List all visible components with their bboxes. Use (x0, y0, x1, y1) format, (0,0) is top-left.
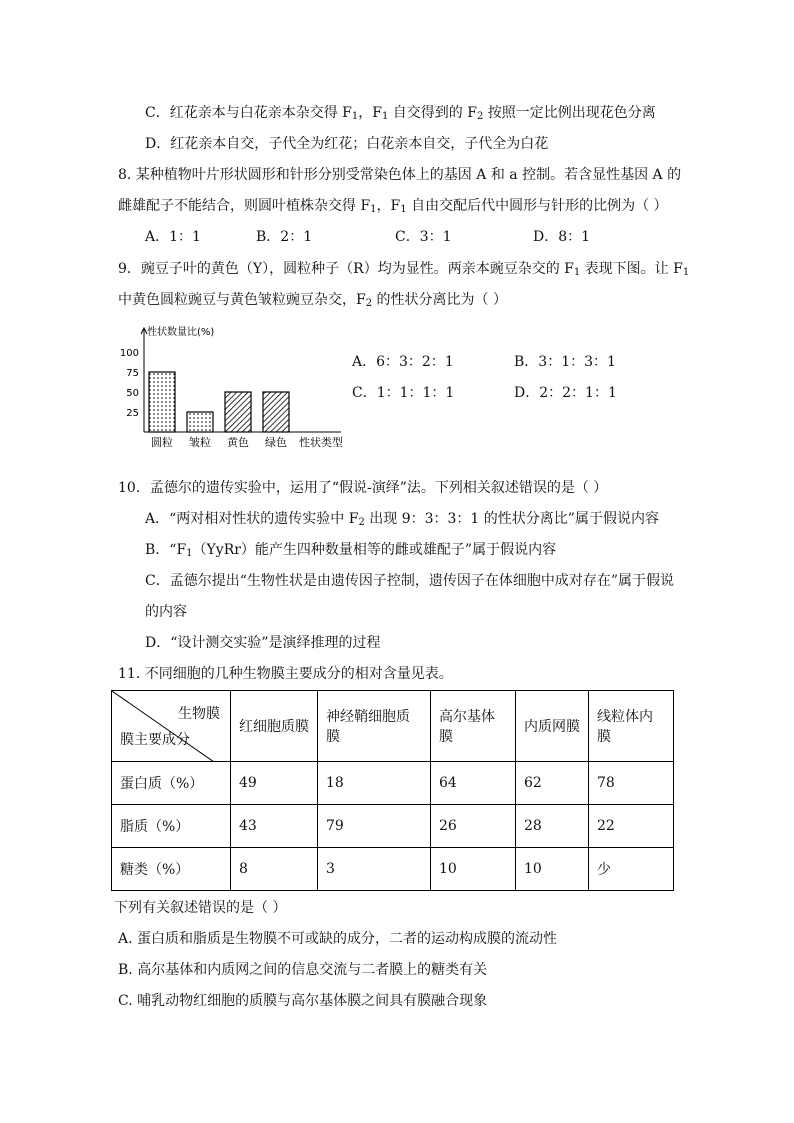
y-tick-label: 50 (126, 388, 139, 399)
q7-option-c: C．红花亲本与白花亲本杂交得 $F_1$，$F_1$ 自交得到的 $F_2$ 按照一定比例出现花色分离 (145, 105, 656, 122)
trait-ratio-bar-chart (116, 320, 346, 456)
table-cell: 22 (589, 805, 674, 848)
bar-3 (225, 392, 251, 432)
table-cell: 62 (516, 762, 589, 805)
x-tick-label: 黄色 (227, 436, 249, 449)
x-tick-label: 绿色 (265, 436, 287, 449)
q10-option-c-line1: C．孟德尔提出“生物性状是由遗传因子控制，遗传因子在体细胞中成对存在”属于假说 (145, 573, 675, 589)
q8-option-d: D．8：1 (533, 229, 591, 245)
row-label: 糖类（%） (112, 848, 231, 891)
table-row (112, 848, 674, 891)
q11-stem: 11. 不同细胞的几种生物膜主要成分的相对含量见表。 (118, 666, 453, 682)
q10-stem: 10．孟德尔的遗传实验中，运用了“假说-演绎”法。下列相关叙述错误的是（ ） (118, 480, 608, 496)
table-cell: 18 (318, 762, 431, 805)
q10-option-b: B．“$F_1(YyRr)$能产生四种数量相等的雌或雄配子”属于假说内容 (145, 542, 557, 559)
table-row (112, 805, 674, 848)
table-cell: 3 (318, 848, 431, 891)
table-corner-cell (112, 691, 231, 762)
diagonal-divider (112, 691, 214, 762)
column-header: 内质网膜 (516, 691, 589, 762)
bar-4 (263, 392, 289, 432)
q9-option-b: B．3：1：3：1 (514, 354, 616, 370)
q9-stem-line1: 9．豌豆子叶的黄色（Y），圆粒种子（R）均为显性。两亲本豌豆杂交的 $F_1$ 表现下图。让 $F_1$ (118, 261, 690, 278)
q11-option-c: C. 哺乳动物红细胞的质膜与高尔基体膜之间具有膜融合现象 (118, 993, 488, 1009)
table-cell: 26 (431, 805, 516, 848)
corner-top-label: 生物膜 (178, 706, 220, 722)
y-tick-label: 75 (126, 368, 139, 379)
column-header: 高尔基体膜 (431, 691, 516, 762)
column-header: 线粒体内膜 (589, 691, 674, 762)
table-cell: 10 (516, 848, 589, 891)
table-header-row (112, 691, 674, 762)
corner-bottom-label: 膜主要成分 (120, 732, 190, 748)
q8-option-a: A．1：1 (145, 229, 201, 245)
q8-stem-line2: 雌雄配子不能结合，则圆叶植株杂交得 $F_1$，$F_1$ 自由交配后代中圆形与针形的比例为（ ） (118, 198, 668, 215)
y-axis-label: 性状数量比(%) (147, 327, 215, 338)
table-cell: 79 (318, 805, 431, 848)
q10-option-a: A．“两对相对性状的遗传实验中 $F_2$ 出现 9：3：3：1 的性状分离比”属于假说内容 (145, 511, 659, 528)
row-label: 蛋白质（%） (112, 762, 231, 805)
table-cell: 8 (231, 848, 318, 891)
q10-option-d: D．“设计测交实验”是演绎推理的过程 (145, 635, 381, 651)
x-tick-label: 皱粒 (189, 436, 211, 449)
q11-option-a: A. 蛋白质和脂质是生物膜不可或缺的成分，二者的运动构成膜的流动性 (118, 931, 558, 947)
q8-option-b: B．2：1 (256, 229, 313, 245)
table-cell: 10 (431, 848, 516, 891)
table-cell: 49 (231, 762, 318, 805)
table-cell: 28 (516, 805, 589, 848)
table-row (112, 762, 674, 805)
q10-option-c-line2: 的内容 (145, 604, 187, 620)
bar-2 (187, 412, 213, 432)
table-cell: 43 (231, 805, 318, 848)
q8-stem-line1: 8. 某种植物叶片形状圆形和针形分别受常染色体上的基因 A 和 a 控制。若含显性基因 A 的 (118, 167, 682, 183)
q9-option-c: C．1：1：1：1 (352, 385, 455, 401)
column-header: 神经鞘细胞质膜 (318, 691, 431, 762)
y-tick-label: 25 (126, 408, 139, 419)
table-cell: 64 (431, 762, 516, 805)
q9-stem-line2: 中黄色圆粒豌豆与黄色皱粒豌豆杂交，$F_2$ 的性状分离比为（ ） (118, 292, 507, 309)
x-axis-label: 性状类型 (299, 436, 343, 449)
q11-question: 下列有关叙述错误的是（ ） (114, 900, 287, 916)
q9-option-d: D．2：2：1：1 (514, 385, 617, 401)
q11-option-b: B. 高尔基体和内质网之间的信息交流与二者膜上的糖类有关 (118, 962, 488, 978)
table-cell: 少 (589, 848, 674, 891)
bar-1 (149, 372, 175, 432)
column-header: 红细胞质膜 (231, 691, 318, 762)
row-label: 脂质（%） (112, 805, 231, 848)
q7-option-d: D．红花亲本自交，子代全为红花；白花亲本自交，子代全为白花 (145, 136, 549, 152)
q8-option-c: C．3：1 (395, 229, 452, 245)
q9-option-a: A．6：3：2：1 (352, 354, 454, 370)
x-tick-label: 圆粒 (151, 436, 173, 449)
table-cell: 78 (589, 762, 674, 805)
membrane-composition-table (111, 690, 674, 891)
y-tick-label: 100 (119, 348, 139, 359)
